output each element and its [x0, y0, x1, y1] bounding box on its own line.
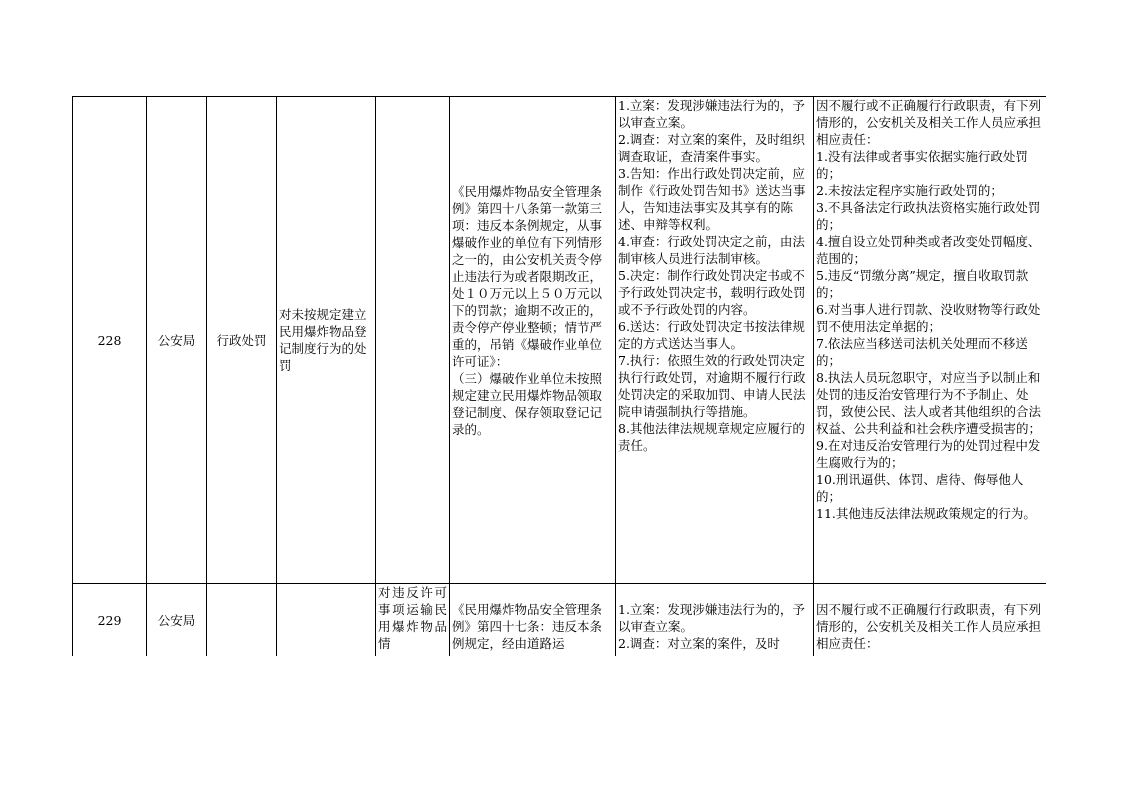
- accountability-item: 6.对当事人进行罚款、没收财物等行政处罚不使用法定单据的；: [816, 302, 1041, 334]
- table-row: [73, 97, 1047, 584]
- procedure-step: 2.调查：对立案的案件，及时组织调查取证，查清案件事实。: [618, 132, 805, 164]
- procedure-step: 5.决定：制作行政处罚决定书或不予行政处罚决定书，载明行政处罚或不予行政处罚的内容。: [618, 268, 806, 317]
- power-type: 行政处罚: [207, 97, 277, 584]
- accountability-item: 10.刑讯逼供、体罚、虐待、侮辱他人的；: [816, 472, 1024, 504]
- procedure: [616, 584, 814, 657]
- item-name: 对未按规定建立民用爆炸物品登记制度行为的处罚: [277, 97, 376, 584]
- procedure: [616, 97, 814, 584]
- procedure-step: 2.调查：对立案的案件，及时: [618, 636, 780, 651]
- procedure-step: 7.执行：依照生效的行政处罚决定执行行政处罚，对逾期不履行行政处罚决定的采取加罚、申请人民法院申请强制执行等措施。: [618, 353, 806, 419]
- procedure-step: 8.其他法律法规规章规定应履行的责任。: [618, 421, 805, 453]
- procedure-step: 1.立案：发现涉嫌违法行为的，予以审查立案。: [618, 602, 805, 634]
- row-number: 228: [73, 97, 147, 584]
- accountability-item: 9.在对违反治安管理行为的处罚过程中发生腐败行为的；: [816, 438, 1041, 470]
- accountability-item: 1.没有法律或者事实依据实施行政处罚的；: [816, 149, 1028, 181]
- legal-basis: [450, 97, 616, 584]
- accountability-item: 2.未按法定程序实施行政处罚的；: [816, 183, 1003, 198]
- power-list-table: [72, 96, 1046, 656]
- accountability-item: 8.执法人员玩忽职守，对应当予以制止和处罚的违反治安管理行为不予制止、处罚，致使公民、法人或者其他组织的合法权益、公共利益和社会秩序遭受损害的；: [816, 370, 1042, 436]
- procedure-step: 4.审查：行政处罚决定之前，由法制审核人员进行法制审核。: [618, 234, 805, 266]
- table-row: [73, 584, 1047, 657]
- sub-item: [376, 97, 450, 584]
- department: 公安局: [147, 97, 207, 584]
- accountability-item: 4.擅自设立处罚种类或者改变处罚幅度、范围的；: [816, 234, 1041, 266]
- accountability-item: 11.其他违反法律法规政策规定的行为。: [816, 506, 1036, 521]
- accountability: [814, 584, 1047, 657]
- row-number: 229: [73, 584, 147, 657]
- accountability: [814, 97, 1047, 584]
- procedure-step: 1.立案：发现涉嫌违法行为的，予以审查立案。: [618, 98, 805, 130]
- table-container: [72, 96, 1046, 656]
- accountability-item: 5.违反“罚缴分离”规定，擅自收取罚款的；: [816, 268, 1029, 300]
- accountability-item: 因不履行或不正确履行行政职责，有下列情形的，公安机关及相关工作人员应承担相应责任：: [816, 98, 1042, 147]
- accountability-item: 7.依法应当移送司法机关处理而不移送的；: [816, 336, 1028, 368]
- procedure-step: 3.告知：作出行政处罚决定前，应制作《行政处罚告知书》送达当事人，告知违法事实及其享有的陈述、申辩等权利。: [618, 166, 806, 232]
- item-name: [277, 584, 376, 657]
- basis-paragraph: 《民用爆炸物品安全管理条例》第四十八条第一款第三项：违反本条例规定，从事爆破作业的单位有下列情形之一的，由公安机关责令停止违法行为或者限期改正，处１０万元以上５０万元以下的罚款；逾期不改正的，责令停产停业整顿；情节严重的，吊销《爆破作业单位许可证》：: [452, 184, 603, 369]
- basis-paragraph: 《民用爆炸物品安全管理条例》第四十七条：违反本条例规定，经由道路运: [452, 602, 603, 651]
- legal-basis: [450, 584, 616, 657]
- basis-paragraph: （三）爆破作业单位未按照规定建立民用爆炸物品领取登记制度、保存领取登记记录的。: [452, 371, 603, 437]
- accountability-item: 3.不具备法定行政执法资格实施行政处罚的；: [816, 200, 1041, 232]
- power-type: [207, 584, 277, 657]
- procedure-step: 6.送达：行政处罚决定书按法律规定的方式送达当事人。: [618, 319, 805, 351]
- sub-item: 对违反许可事项运输民用爆炸物品情: [376, 584, 450, 657]
- department: 公安局: [147, 584, 207, 657]
- accountability-item: 因不履行或不正确履行行政职责，有下列情形的，公安机关及相关工作人员应承担相应责任：: [816, 602, 1042, 651]
